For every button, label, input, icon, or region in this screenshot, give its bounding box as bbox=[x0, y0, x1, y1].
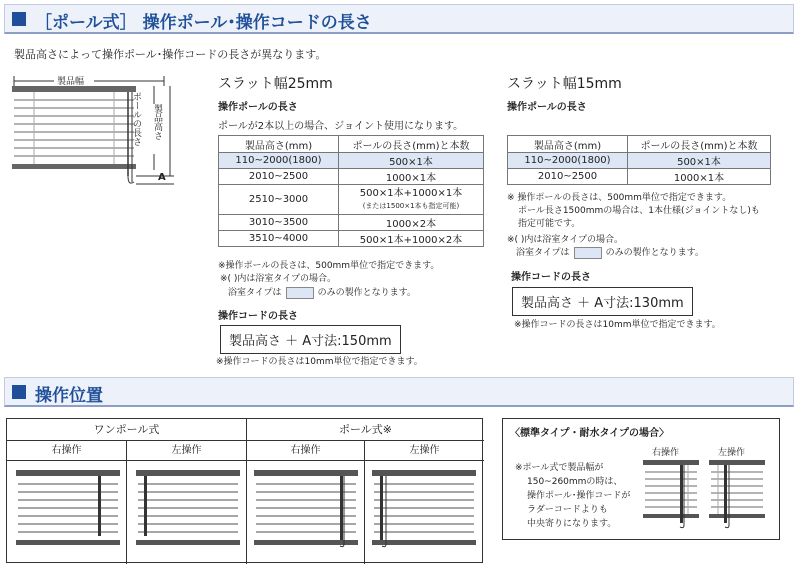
table-row: 2010~2500 1000×1本 bbox=[508, 169, 771, 185]
table-row: 3010~3500 1000×2本 bbox=[219, 215, 484, 231]
table-header: ポールの長さ(mm)と本数 bbox=[628, 136, 771, 153]
blind-pole-right-icon bbox=[252, 468, 360, 548]
standard-left-label: 左操作 bbox=[718, 448, 746, 458]
table-row: 110~2000(1800) 500×1本 bbox=[219, 153, 484, 169]
slat15-pole-table bbox=[507, 135, 771, 185]
col-right-1: 右操作 bbox=[7, 441, 127, 461]
blind-one-pole-right-icon bbox=[14, 468, 122, 548]
standard-note-1: ※ポール式で製品幅が bbox=[515, 463, 604, 473]
standard-note-3: 操作ポール･操作コードが bbox=[527, 491, 631, 501]
table-row: 2510~3000 500×1本+1000×1本 (または1500×1本も指定可能) bbox=[219, 185, 484, 215]
slat15-note-3: 指定可能です。 bbox=[518, 219, 581, 229]
slat25-pole-note: ポールが2本以上の場合、ジョイント使用になります。 bbox=[218, 121, 464, 132]
slat15-note-1: ※ 操作ポールの長さは、500mm単位で指定できます。 bbox=[507, 193, 732, 203]
slat25-cord-heading: 操作コードの長さ bbox=[218, 311, 298, 322]
standard-title: 〈標準タイプ・耐水タイプの場合〉 bbox=[510, 428, 669, 439]
section-header-position bbox=[4, 377, 794, 407]
slat25-note-3: 浴室タイプは のみの製作となります。 bbox=[228, 288, 416, 298]
bath-color-swatch bbox=[286, 287, 314, 299]
section-title: 操作位置 bbox=[35, 386, 103, 406]
slat15-cord-heading: 操作コードの長さ bbox=[511, 272, 591, 283]
bath-color-swatch bbox=[574, 247, 602, 259]
standard-left-blind-icon bbox=[708, 458, 766, 530]
standard-note-2: 150~260mmの時は、 bbox=[527, 477, 623, 487]
slat15-title: スラット幅15mm bbox=[507, 76, 622, 92]
table-header: 製品高さ(mm) bbox=[219, 136, 339, 153]
blind-pole-left-icon bbox=[370, 468, 478, 548]
table-row: 2010~2500 1000×1本 bbox=[219, 169, 484, 185]
slat25-pole-table bbox=[218, 135, 484, 247]
slat25-cord-note: ※操作コードの長さは10mm単位で指定できます。 bbox=[216, 357, 423, 367]
slat15-cord-note: ※操作コードの長さは10mm単位で指定できます。 bbox=[514, 320, 721, 330]
standard-note-4: ラダーコードよりも bbox=[527, 505, 608, 515]
diagram-height-label: 製品高さ bbox=[151, 104, 164, 154]
table-row: 3510~4000 500×1本+1000×2本 bbox=[219, 231, 484, 247]
slat15-pole-heading: 操作ポールの長さ bbox=[507, 102, 587, 113]
slat15-note-2: ポール長さ1500mmの場合は、1本仕様(ジョイントなし)も bbox=[518, 206, 760, 216]
diagram-a-label: A bbox=[158, 172, 166, 183]
diagram-pole-label: ポールの長さ bbox=[131, 92, 141, 146]
blind-one-pole-left-icon bbox=[134, 468, 242, 548]
col-left-2: 左操作 bbox=[365, 441, 484, 461]
slat15-note-5: 浴室タイプは のみの製作となります。 bbox=[516, 248, 704, 258]
diagram-width-label: 製品幅 bbox=[57, 77, 85, 87]
group-pole: ポール式※ bbox=[247, 419, 484, 441]
col-right-2: 右操作 bbox=[247, 441, 365, 461]
slat25-title: スラット幅25mm bbox=[218, 76, 333, 92]
standard-right-label: 右操作 bbox=[652, 448, 680, 458]
slat25-note-1: ※操作ポールの長さは、500mm単位で指定できます。 bbox=[218, 261, 440, 271]
section-marker-icon bbox=[12, 385, 26, 399]
slat15-note-4: ※( )内は浴室タイプの場合。 bbox=[507, 235, 623, 245]
col-left-1: 左操作 bbox=[127, 441, 247, 461]
table-row: 110~2000(1800) 500×1本 bbox=[508, 153, 771, 169]
slat25-note-2: ※( )内は浴室タイプの場合。 bbox=[220, 274, 336, 284]
slat25-pole-heading: 操作ポールの長さ bbox=[218, 102, 298, 113]
slat25-cord-formula: 製品高さ ＋ A寸法:150mm bbox=[220, 325, 401, 354]
section-title: ［ポール式］ 操作ポール･操作コードの長さ bbox=[35, 13, 372, 33]
table-header: ポールの長さ(mm)と本数 bbox=[339, 136, 484, 153]
section-header-pole bbox=[4, 4, 794, 34]
intro-text: 製品高さによって操作ポール･操作コードの長さが異なります。 bbox=[14, 48, 327, 61]
table-header: 製品高さ(mm) bbox=[508, 136, 628, 153]
group-one-pole: ワンポール式 bbox=[7, 419, 247, 441]
standard-right-blind-icon bbox=[642, 458, 700, 530]
standard-note-5: 中央寄りになります。 bbox=[527, 519, 617, 529]
section-marker-icon bbox=[12, 12, 26, 26]
slat15-cord-formula: 製品高さ ＋ A寸法:130mm bbox=[512, 287, 693, 316]
